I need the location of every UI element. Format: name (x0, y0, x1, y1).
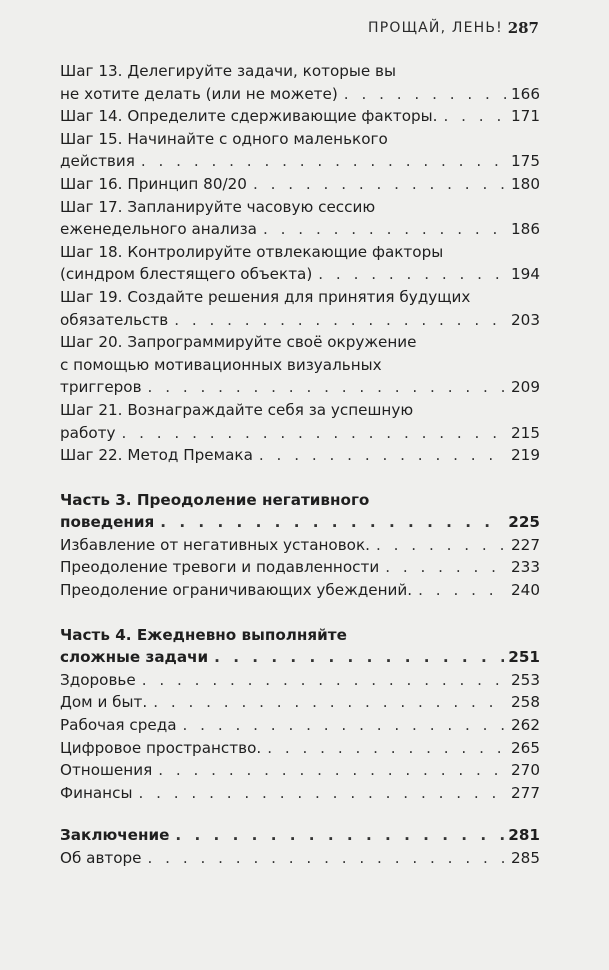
toc-entry[interactable] (60, 579, 540, 602)
toc-entry-text: работу (60, 423, 116, 442)
toc-entry-text: Шаг 19. Создайте решения для принятия будущих (60, 287, 471, 306)
toc-entry-text: Шаг 13. Делегируйте задачи, которые вы (60, 62, 397, 80)
toc-part-title: Часть 3. Преодоление негативного (60, 490, 370, 509)
toc-page-number: 233 (511, 558, 540, 577)
toc-page-number: 186 (511, 220, 540, 239)
toc-page-number: 253 (511, 670, 540, 689)
toc-entry[interactable] (60, 669, 540, 692)
toc-entry-text: Избавление от негативных установок. (60, 535, 370, 554)
dot-leader (148, 847, 507, 870)
toc-entry-text: Дом и быт. (60, 693, 148, 712)
toc-entry-text: Шаг 15. Начинайте с одного маленького (60, 129, 388, 148)
toc-entry-text: еженедельного анализа (60, 220, 257, 239)
page-number: 287 (507, 19, 539, 37)
dot-leader (138, 782, 507, 805)
dot-leader (253, 173, 507, 196)
toc-page-number: 258 (511, 693, 540, 712)
dot-leader (142, 669, 507, 692)
dot-leader (183, 714, 507, 737)
toc-page-number: 180 (511, 174, 540, 193)
toc-entry-text: Шаг 22. Метод Премака (60, 446, 253, 465)
toc-page-number: 225 (508, 513, 540, 532)
toc-entry[interactable] (60, 759, 540, 782)
dot-leader (153, 691, 507, 714)
dot-leader (121, 422, 507, 445)
toc-entry-step-22[interactable] (60, 444, 540, 467)
toc-conclusion[interactable] (60, 824, 540, 847)
toc-entry-text: Шаг 16. Принцип 80/20 (60, 174, 247, 193)
toc-entry-text: Об авторе (60, 849, 142, 867)
toc-page-number: 227 (511, 535, 540, 554)
toc-entry[interactable] (60, 782, 540, 805)
toc-entry-text: Шаг 21. Вознаграждайте себя за успешную (60, 400, 414, 419)
section-spacer (60, 804, 540, 824)
dot-leader (214, 646, 504, 669)
toc-entry-step-14[interactable] (60, 105, 540, 128)
toc-entry-text: Шаг 17. Запланируйте часовую сессию (60, 197, 376, 216)
section-spacer (60, 602, 540, 624)
toc-page-number: 265 (511, 738, 540, 757)
toc-part-title: Заключение (60, 826, 170, 845)
toc-page-number: 203 (511, 310, 540, 329)
toc-entry-step-17[interactable] (60, 196, 540, 241)
dot-leader (263, 218, 507, 241)
dot-leader (318, 263, 507, 286)
toc-entry-text: Шаг 20. Запрограммируйте своё окружение (60, 333, 417, 352)
dot-leader (141, 150, 507, 173)
toc-entry-text: Здоровье (60, 670, 136, 689)
toc-entry-text: не хотите делать (или не можете) (60, 84, 338, 103)
toc-entry-text: (синдром блестящего объекта) (60, 265, 313, 284)
toc-entry-text: Преодоление тревоги и подавленности (60, 558, 380, 577)
toc-entry[interactable] (60, 737, 540, 760)
toc-page-number: 219 (511, 446, 540, 465)
toc-part-3-heading[interactable] (60, 489, 540, 534)
table-of-contents (60, 60, 540, 870)
toc-entry-step-20[interactable] (60, 331, 540, 399)
toc-page-number: 209 (511, 378, 540, 397)
toc-page-number: 166 (511, 84, 540, 103)
toc-part-title: сложные задачи (60, 648, 209, 667)
dot-leader (160, 511, 504, 534)
toc-page-number: 262 (511, 716, 540, 735)
toc-entry-text: Отношения (60, 761, 153, 780)
dot-leader (148, 376, 507, 399)
toc-page-number: 175 (511, 152, 540, 171)
toc-page-number: 270 (511, 761, 540, 780)
toc-entry[interactable] (60, 556, 540, 579)
toc-page-number: 240 (511, 581, 540, 600)
toc-entry-text: обязательств (60, 310, 169, 329)
toc-entry-text: Шаг 18. Контролируйте отвлекающие факторы (60, 242, 444, 261)
toc-part-4-heading[interactable] (60, 624, 540, 669)
toc-page-number: 194 (511, 265, 540, 284)
toc-entry-step-16[interactable] (60, 173, 540, 196)
toc-entry-step-15[interactable] (60, 128, 540, 173)
toc-page-number: 215 (511, 423, 540, 442)
toc-entry[interactable] (60, 714, 540, 737)
toc-part-title: поведения (60, 513, 155, 532)
dot-leader (376, 534, 507, 557)
running-title: ПРОЩАЙ, ЛЕНЬ! (368, 20, 503, 36)
toc-entry-step-18[interactable] (60, 241, 540, 286)
toc-entry[interactable] (60, 534, 540, 557)
dot-leader (444, 105, 508, 128)
running-header (0, 20, 609, 42)
toc-about-author[interactable] (60, 847, 540, 870)
dot-leader (344, 83, 507, 106)
toc-entry-text: Шаг 14. Определите сдерживающие факторы. (60, 107, 438, 126)
toc-entry-step-13[interactable] (60, 60, 540, 105)
toc-page-number: 277 (511, 783, 540, 802)
toc-entry-text: Преодоление ограничивающих убеждений. (60, 581, 413, 600)
toc-entry-step-19[interactable] (60, 286, 540, 331)
dot-leader (385, 556, 507, 579)
toc-entry-text: с помощью мотивационных визуальных (60, 355, 382, 374)
toc-part-title: Часть 4. Ежедневно выполняйте (60, 625, 347, 644)
toc-entry[interactable] (60, 691, 540, 714)
toc-entry-text: Рабочая среда (60, 716, 177, 735)
dot-leader (175, 824, 504, 847)
toc-entry-step-21[interactable] (60, 399, 540, 444)
toc-entry-text: Цифровое пространство. (60, 738, 262, 757)
dot-leader (418, 579, 507, 602)
toc-page-number: 171 (511, 107, 540, 126)
dot-leader (259, 444, 507, 467)
dot-leader (158, 759, 507, 782)
toc-entry-text: триггеров (60, 378, 142, 397)
toc-page-number: 251 (508, 648, 540, 667)
dot-leader (174, 309, 507, 332)
toc-page-number: 285 (511, 849, 540, 867)
toc-entry-text: действия (60, 152, 135, 171)
dot-leader (267, 737, 507, 760)
section-spacer (60, 467, 540, 489)
toc-entry-text: Финансы (60, 783, 133, 802)
toc-page-number: 281 (508, 826, 540, 845)
